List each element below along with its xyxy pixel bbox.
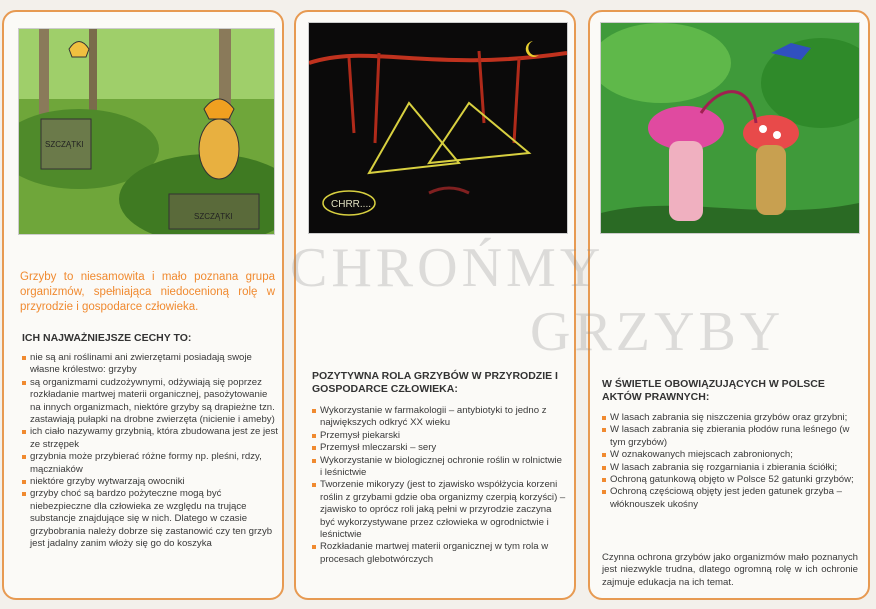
sign-text-2: SZCZĄTKI (194, 212, 233, 221)
list-item: grzybnia może przybierać różne formy np. pleśni, rdzy, mączniaków (22, 451, 278, 476)
sign-text: SZCZĄTKI (45, 140, 84, 149)
list-item: Ochroną częściową objęty jest jeden gatunek grzyba – włóknouszek ukośny (602, 486, 858, 511)
watermark-line-2: GRZYBY (530, 301, 785, 363)
panel-legal (588, 10, 870, 600)
list-item: Przemysł piekarski (312, 430, 566, 442)
panel-features (2, 10, 284, 600)
list-item: niektóre grzyby wytwarzają owocniki (22, 476, 278, 488)
snore-text: CHRR.... (331, 199, 371, 210)
illustration-forest-scene (18, 28, 275, 235)
list-item: ich ciało nazywamy grzybnią, która zbudowana jest ze jest ze strzępek (22, 426, 278, 451)
illustration-mushroom-characters (600, 22, 860, 234)
intro-text: Grzyby to niesamowita i mało poznana grupa organizmów, spełniająca niedocenioną rolę w przyrodzie i gospodarce człowieka. (20, 271, 275, 313)
illustration-night-tents (308, 22, 568, 234)
legal-heading: W ŚWIETLE OBOWIĄZUJĄCYCH W POLSCE AKTÓW PRAWNYCH: (602, 378, 825, 403)
features-list (22, 352, 278, 551)
panel-positive-role (294, 10, 576, 600)
list-item: Wykorzystanie w biologicznej ochronie roślin w rolnictwie i leśnictwie (312, 455, 566, 480)
list-item: Rozkładanie martwej materii organicznej w tym rola w procesach glebotwórczych (312, 541, 566, 566)
list-item: W oznakowanych miejscach zabronionych; (602, 449, 858, 461)
features-heading: ICH NAJWAŻNIEJSZE CECHY TO: (22, 332, 192, 344)
list-item: W lasach zabrania się rozgarniania i zbierania ściółki; (602, 462, 858, 474)
list-item: Przemysł mleczarski – sery (312, 442, 566, 454)
positive-role-list (312, 405, 566, 566)
positive-role-heading: POZYTYWNA ROLA GRZYBÓW W PRZYRODZIE I GOSPODARCE CZŁOWIEKA: (312, 370, 558, 395)
list-item: W lasach zabrania się niszczenia grzybów oraz grzybni; (602, 412, 858, 424)
watermark-line-1: CHROŃMY (290, 237, 605, 299)
list-item: Tworzenie mikoryzy (jest to zjawisko współżycia korzeni roślin z grzybami gdzie oba organizmy czerpią korzyści) – zjawisko to oprócz roli jaką pełni w przyrodzie zaczyna być wykorzystywane przez człowieka w ogrodnictwie i leśnictwie (312, 479, 566, 541)
list-item: Wykorzystanie w farmakologii – antybiotyki to jedno z największych odkryć XX wieku (312, 405, 566, 430)
legal-list (602, 412, 858, 511)
list-item: W lasach zabrania się zbierania płodów runa leśnego (w tym grzybów) (602, 424, 858, 449)
education-note: Czynna ochrona grzybów jako organizmów mało poznanych jest niezwykle trudna, dlatego ogromną rolę w ich ochronie zajmuje edukacja na ich temat. (602, 552, 858, 588)
list-item: nie są ani roślinami ani zwierzętami posiadają swoje własne królestwo: grzyby (22, 352, 278, 377)
list-item: grzyby choć są bardzo pożyteczne mogą być niebezpieczne dla człowieka ze względu na trujące substancje znajdujące się w nich. Dlatego w czasie grzybobrania należy dobrze się zastanowić czy ten grzyb jest jadalny zanim włoży się go do koszyka (22, 488, 278, 550)
list-item: są organizmami cudzożywnymi, odżywiają się poprzez rozkładanie martwej materii organicznej, pasożytowanie na innych organizmach, niektóre grzyby są drapieżne tzn. zastawiają pułapki na drobne zwierzęta (nicienie i ameby) (22, 377, 278, 427)
list-item: Ochroną gatunkową objęto w Polsce 52 gatunki grzybów; (602, 474, 858, 486)
